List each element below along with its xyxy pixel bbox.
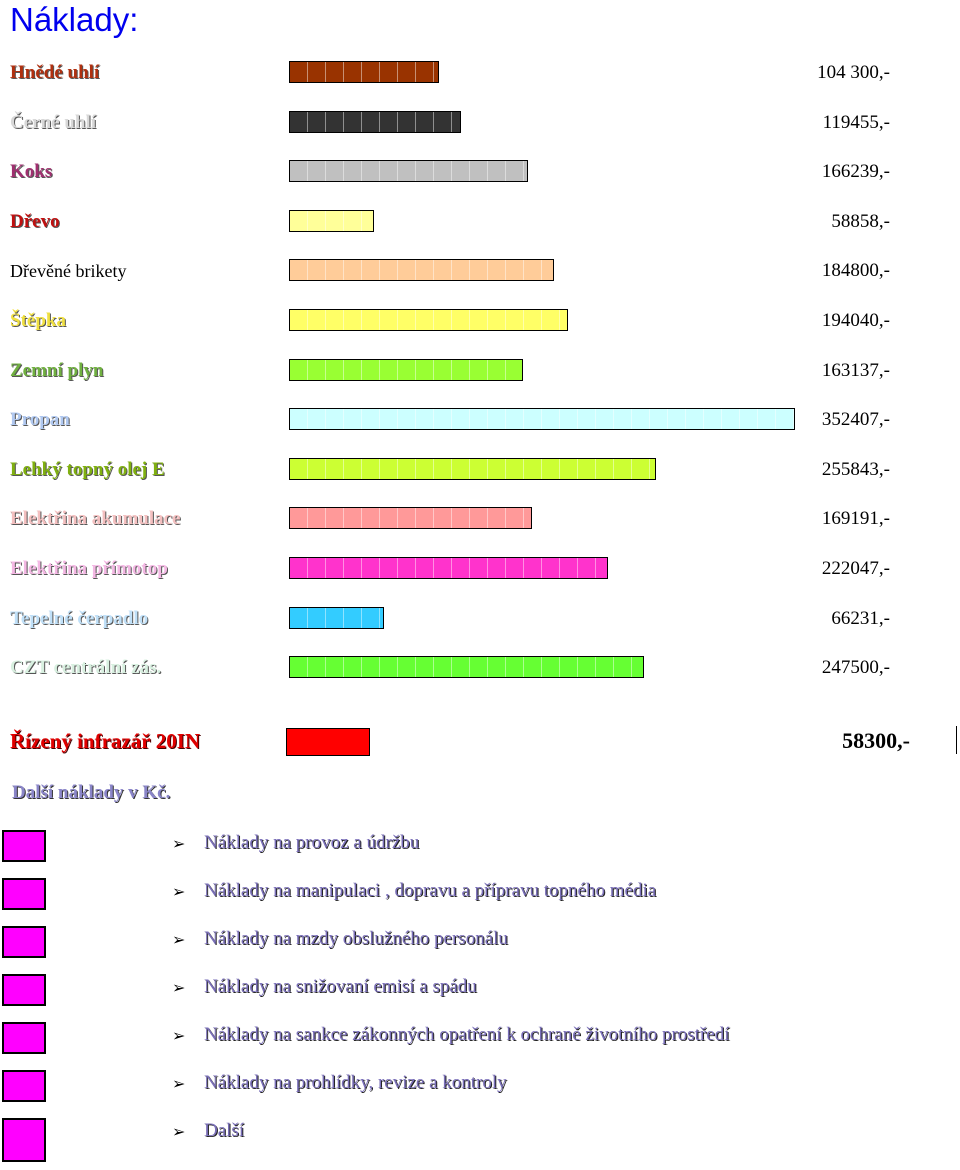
bar — [289, 359, 523, 381]
list-item — [0, 1070, 960, 1110]
category-label: Elektřina přímotop — [10, 558, 168, 579]
chart-row — [0, 207, 960, 237]
divider — [956, 726, 957, 754]
category-label: Dřevěné brikety — [10, 261, 127, 282]
chart-row — [0, 504, 960, 534]
value-label: 163137,- — [821, 359, 890, 381]
list-item — [0, 878, 960, 918]
list-item — [0, 1118, 960, 1158]
value-label: 194040,- — [821, 310, 890, 331]
square-icon — [2, 1118, 46, 1162]
list-item-text: Náklady na snižovaní emisí a spádu — [204, 976, 477, 997]
arrow-bullet-icon: ➢ — [172, 1076, 186, 1093]
square-icon — [2, 974, 46, 1006]
value-label: 58300,- — [842, 728, 910, 753]
arrow-bullet-icon: ➢ — [172, 932, 186, 949]
chart-row — [0, 157, 960, 187]
arrow-bullet-icon: ➢ — [172, 884, 186, 901]
value-label: 247500,- — [821, 657, 890, 679]
list-item-text: Náklady na mzdy obslužného personálu — [204, 928, 508, 949]
category-label: Propan — [10, 409, 70, 431]
list-item — [0, 1022, 960, 1062]
value-label: 222047,- — [821, 558, 890, 579]
bar — [289, 259, 554, 281]
list-item-text: Další — [204, 1120, 245, 1141]
bar — [289, 309, 568, 331]
square-icon — [2, 926, 46, 958]
chart-row — [0, 604, 960, 634]
bar — [289, 607, 384, 629]
value-label: 166239,- — [821, 161, 890, 183]
category-label: Elektřina akumulace — [10, 508, 181, 530]
list-item — [0, 974, 960, 1014]
arrow-bullet-icon: ➢ — [172, 980, 186, 997]
category-label: Koks — [10, 161, 53, 183]
list-item-text: Náklady na prohlídky, revize a kontroly — [204, 1072, 507, 1093]
other-costs-heading: Další náklady v Kč. — [12, 782, 171, 803]
bar — [289, 408, 795, 430]
category-label: Zemní plyn — [10, 359, 104, 381]
chart-row — [0, 256, 960, 286]
arrow-bullet-icon: ➢ — [172, 836, 186, 853]
category-label: Černé uhlí — [10, 111, 97, 133]
square-icon — [2, 1070, 46, 1102]
list-item-text: Náklady na provoz a údržbu — [204, 832, 420, 853]
value-label: 352407,- — [821, 409, 890, 431]
value-label: 184800,- — [821, 260, 890, 282]
arrow-bullet-icon: ➢ — [172, 1028, 186, 1045]
category-label: Řízený infrazář 20IN — [10, 729, 201, 753]
category-label: Štěpka — [10, 310, 66, 331]
chart-row — [0, 58, 960, 88]
category-label: Hnědé uhlí — [10, 62, 100, 83]
value-label: 119455,- — [822, 111, 890, 133]
bar — [289, 160, 528, 182]
value-label: 58858,- — [831, 210, 890, 232]
value-label: 66231,- — [831, 607, 890, 629]
bar — [289, 111, 461, 133]
category-label: Tepelné čerpadlo — [10, 607, 149, 629]
bar — [289, 557, 608, 579]
value-label: 255843,- — [821, 458, 890, 480]
square-icon — [2, 1022, 46, 1054]
chart-row — [0, 726, 960, 756]
chart-row — [0, 356, 960, 386]
bar — [289, 656, 644, 678]
bar — [289, 507, 532, 529]
list-item — [0, 926, 960, 966]
square-icon — [2, 878, 46, 910]
list-item — [0, 830, 960, 870]
category-label: CZT centrální zás. — [10, 657, 162, 679]
arrow-bullet-icon: ➢ — [172, 1124, 186, 1141]
bar — [286, 728, 370, 756]
list-item-text: Náklady na manipulaci , dopravu a přípravu topného média — [204, 880, 657, 901]
chart-row — [0, 554, 960, 584]
category-label: Lehký topný olej E — [10, 458, 165, 480]
chart-row — [0, 306, 960, 336]
bar — [289, 458, 656, 480]
category-label: Dřevo — [10, 210, 60, 232]
chart-row — [0, 108, 960, 138]
list-item-text: Náklady na sankce zákonných opatření k ochraně životního prostředí — [204, 1024, 730, 1045]
bar — [289, 210, 374, 232]
bar — [289, 61, 439, 83]
chart-row — [0, 455, 960, 485]
value-label: 169191,- — [821, 508, 890, 530]
chart-row — [0, 653, 960, 683]
page-title: Náklady: — [10, 1, 139, 38]
value-label: 104 300,- — [817, 62, 890, 83]
chart-row — [0, 405, 960, 435]
square-icon — [2, 830, 46, 862]
